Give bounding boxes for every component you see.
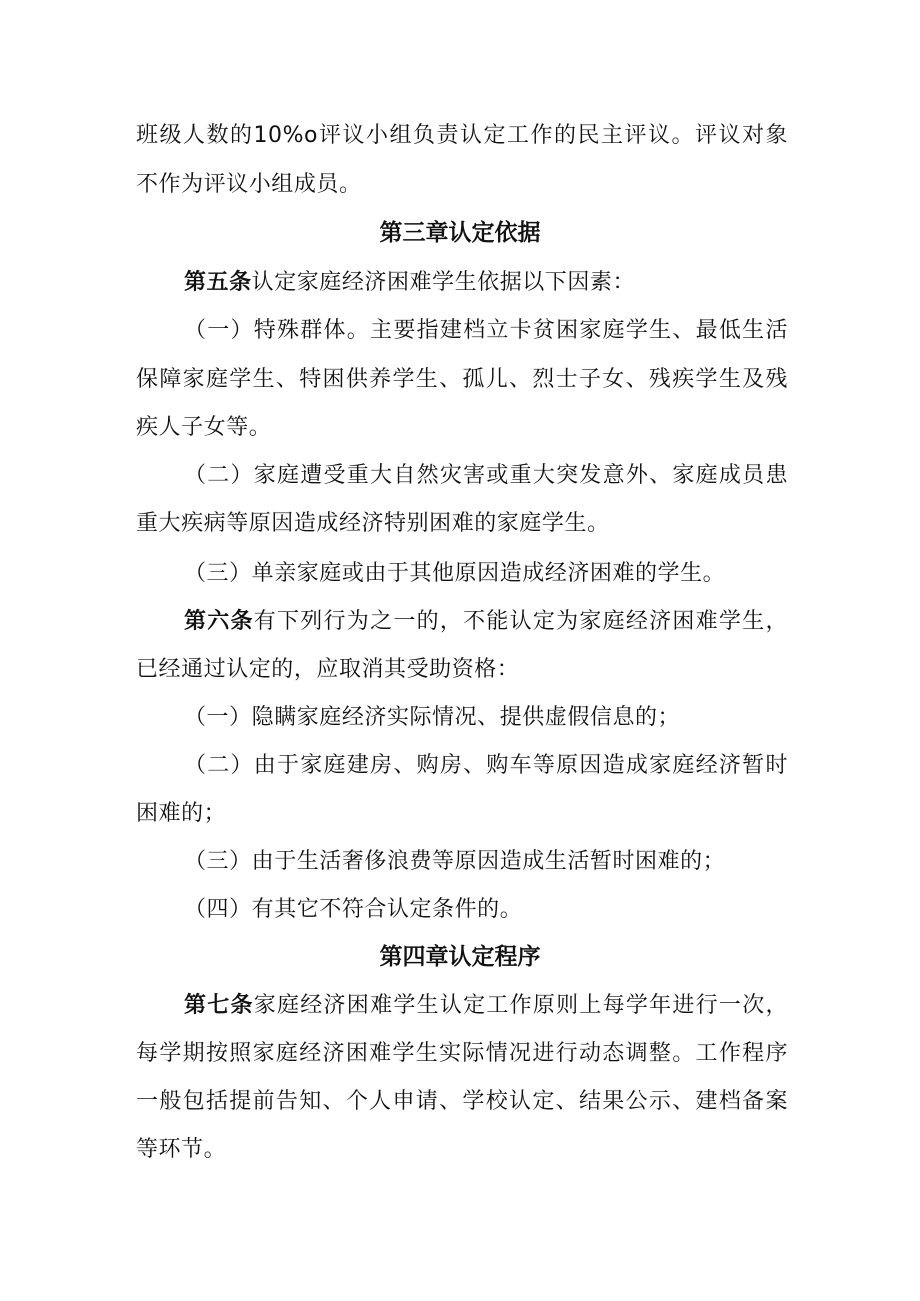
article-line <box>184 268 635 298</box>
article-line: 等环节。 <box>136 1137 227 1162</box>
article-label: 第七条 <box>184 993 254 1018</box>
article-line: 一般包括提前告知、个人申请、学校认定、结果公示、建档备案 <box>136 1089 788 1114</box>
list-item-line: 保障家庭学生、特困供养学生、孤儿、烈士子女、残疾学生及残 <box>136 367 788 392</box>
article-text: 认定家庭经济困难学生依据以下因素： <box>251 270 636 295</box>
list-item-line: 困难的； <box>136 801 227 826</box>
article-line: 已经通过认定的，应取消其受助资格： <box>136 657 520 682</box>
article-line: 每学期按照家庭经济困难学生实际情况进行动态调整。工作程序 <box>136 1041 788 1066</box>
paragraph-line: 不作为评议小组成员。 <box>136 172 362 197</box>
list-item-line: （一）隐瞒家庭经济实际情况、提供虚假信息的； <box>184 705 681 730</box>
list-item-line: （四）有其它不符合认定条件的。 <box>184 897 523 922</box>
list-item-line: 疾人子女等。 <box>136 415 272 440</box>
chapter-heading: 第四章认定程序 <box>379 944 541 970</box>
article-text: 有下列行为之一的，不能认定为家庭经济困难学生， <box>253 609 788 634</box>
chapter-heading: 第三章认定依据 <box>379 220 541 246</box>
list-item-line: （三）由于生活奢侈浪费等原因造成生活暂时困难的； <box>184 849 726 874</box>
list-item-line: （二）由于家庭建房、购房、购车等原因造成家庭经济暂时 <box>184 753 788 778</box>
article-line <box>184 607 788 637</box>
article-text: 家庭经济困难学生认定工作原则上每学年进行一次， <box>253 993 788 1018</box>
list-item-line: （三）单亲家庭或由于其他原因造成经济困难的学生。 <box>184 561 726 586</box>
article-line <box>184 991 788 1021</box>
article-label: 第五条 <box>184 270 252 295</box>
article-label: 第六条 <box>184 609 254 634</box>
list-item-line: （二）家庭遭受重大自然灾害或重大突发意外、家庭成员患 <box>184 463 788 488</box>
paragraph-line: 班级人数的10%o评议小组负责认定工作的民主评议。评议对象 <box>136 123 788 148</box>
list-item-line: （一）特殊群体。主要指建档立卡贫困家庭学生、最低生活 <box>184 318 788 343</box>
list-item-line: 重大疾病等原因造成经济特别困难的家庭学生。 <box>136 511 610 536</box>
